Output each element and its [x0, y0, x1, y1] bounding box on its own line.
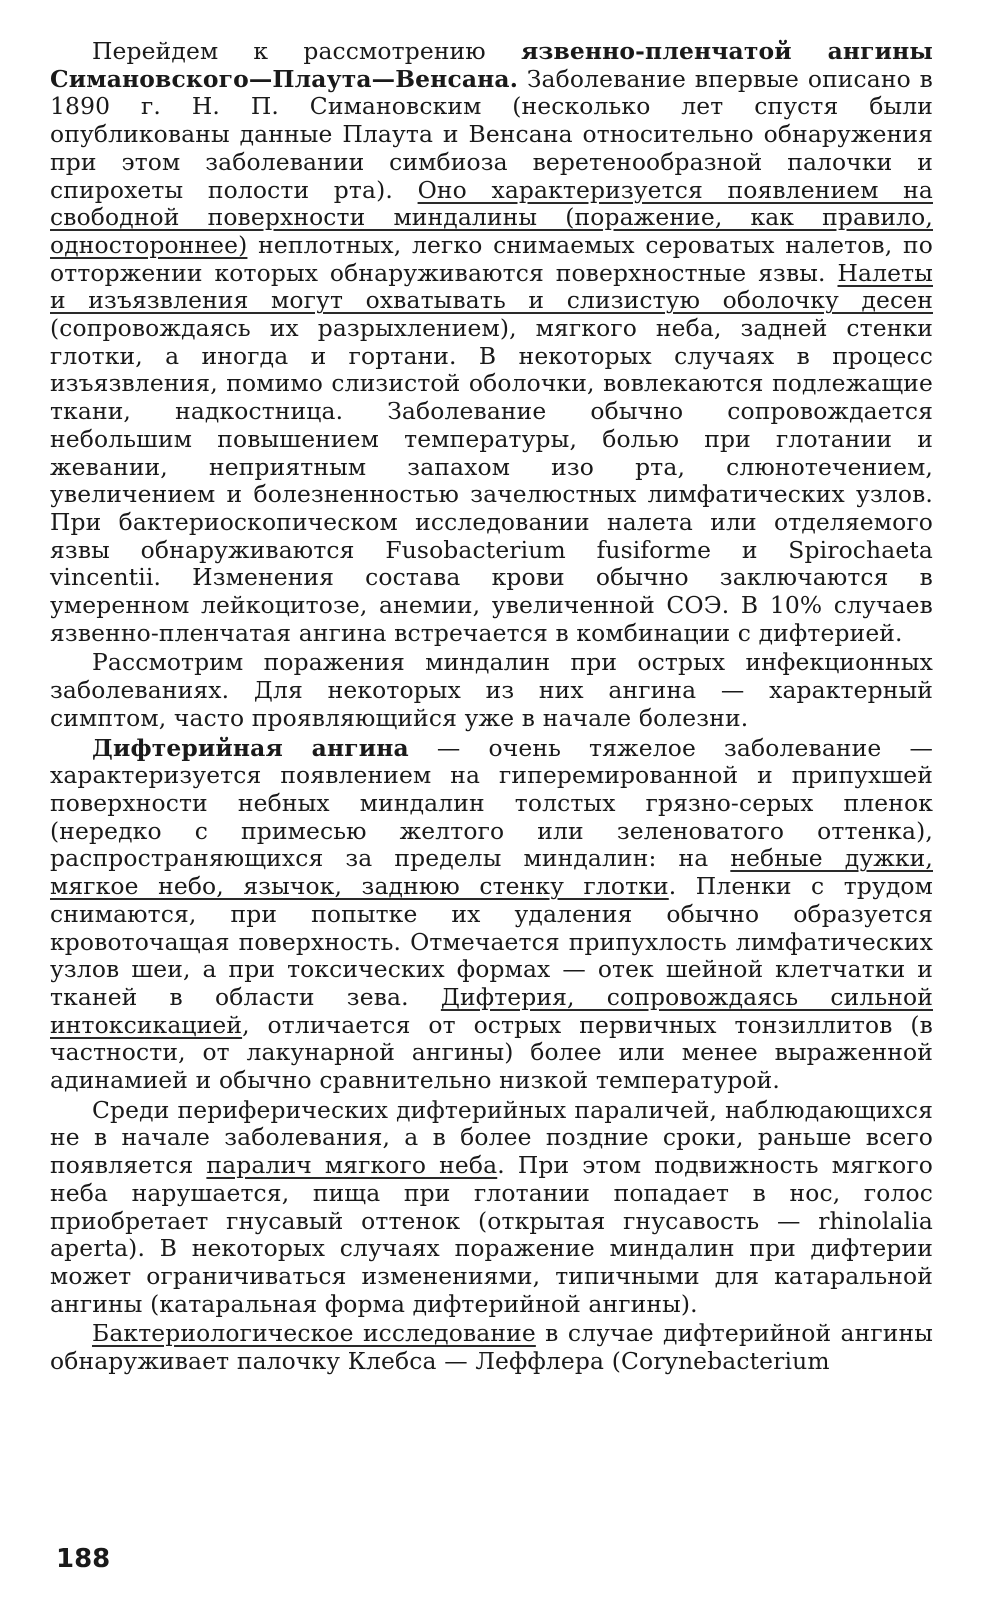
text-run: — очень тяжелое заболевание — характеризуется появлением на гиперемированной и припухшей поверхности небных миндалин толстых грязно-серых пленок (нередко с примесью желтого или зеленоватого оттенка), распространяющихся за пределы миндалин: на: [50, 733, 934, 873]
underlined-text: небные дужки, мягкое небо, язычок, заднюю стенку глотки: [50, 844, 933, 901]
bold-term: Дифтерийная ангина: [92, 733, 409, 762]
text-run: неплотных, легко снимаемых сероватых налетов, по отторжении которых обнаруживаются поверхностные язвы.: [50, 230, 933, 287]
text-run: . При этом подвижность мягкого неба нарушается, пища при глотании попадает в нос, голос приобретает гнусавый оттенок (открытая гнусавость — rhinolalia aperta). В некоторых случаях поражение миндалин при дифтерии может ограничиваться изменениями, типичными для катаральной ангины (катаральная форма дифтерийной ангины).: [50, 1151, 934, 1318]
underlined-text: Оно характеризуется появлением на свободной поверхности миндалины (поражение, как правило, одностороннее): [50, 175, 933, 259]
paragraph-infectious-diseases: [50, 649, 933, 732]
text-run: (сопровождаясь их разрыхлением), мягкого неба, задней стенки глотки, а иногда и гортани. В некоторых случаях в процесс изъязвления, помимо слизистой оболочки, вовлекаются подлежащие ткани, надкостница. Заболевание обычно сопровождается небольшим повышением температуры, болью при глотании и жевании, неприятным запахом изо рта, слюнотечением, увеличением и болезненностью зачелюстных лимфатических узлов. При бактериоскопическом исследовании налета или отделяемого язвы обнаруживаются Fusobacterium fusiforme и Spirochaeta vincentii. Изменения состава крови обычно заключаются в умеренном лейкоцитозе, анемии, увеличенной СОЭ. В 10% случаев язвенно-пленчатая ангина встречается в комбинации с дифтерией.: [50, 314, 933, 647]
paragraph-ulcerative-angina: [50, 38, 933, 647]
text-run: , отличается от острых первичных тонзиллитов (в частности, от лакунарной ангины) более или менее выраженной адинамией и обычно сравнительно низкой температурой.: [50, 1010, 933, 1095]
text-run: Заболевание впервые описано в 1890 г. Н. П. Симановским (несколько лет спустя были опубликованы данные Плаута и Венсана относительно обнаружения при этом заболевании симбиоза веретенообразной палочки и спирохеты полости рта).: [50, 64, 933, 204]
text-run: . Пленки с трудом снимаются, при попытке их удаления обычно образуется кровоточащая поверхность. Отмечается припухлость лимфатических узлов шеи, а при токсических формах — отек шейной клетчатки и тканей в области зева.: [50, 872, 933, 1011]
bold-term: язвенно-пленчатой ангины Симановского—Плаута—Венсана.: [50, 37, 933, 93]
underlined-text: паралич мягкого неба: [206, 1151, 498, 1180]
paragraph-paralysis: [50, 1097, 933, 1319]
paragraph-diphtheritic-angina: [50, 735, 933, 1095]
underlined-text: Бактериологическое исследование: [92, 1319, 536, 1348]
text-run: Перейдем к рассмотрению: [92, 37, 521, 65]
underlined-text: Налеты и изъязвления могут охватывать и слизистую оболочку десен: [50, 258, 933, 315]
text-run: в случае дифтерийной ангины обнаруживает палочку Клебса — Леффлера (Corynebacterium: [50, 1319, 933, 1376]
underlined-text: Дифтерия, сопровождаясь сильной интоксикацией: [50, 982, 933, 1039]
paragraph-bacteriology: [50, 1320, 933, 1375]
text-run: Рассмотрим поражения миндалин при острых инфекционных заболеваниях. Для некоторых из них ангина — характерный симптом, часто проявляющийся уже в начале болезни.: [50, 648, 933, 732]
text-run: Среди периферических дифтерийных параличей, наблюдающихся не в начале заболевания, а в более поздние сроки, раньше всего появляется: [50, 1095, 933, 1180]
body-text: [50, 38, 933, 1377]
page-number: 188: [56, 1544, 111, 1574]
